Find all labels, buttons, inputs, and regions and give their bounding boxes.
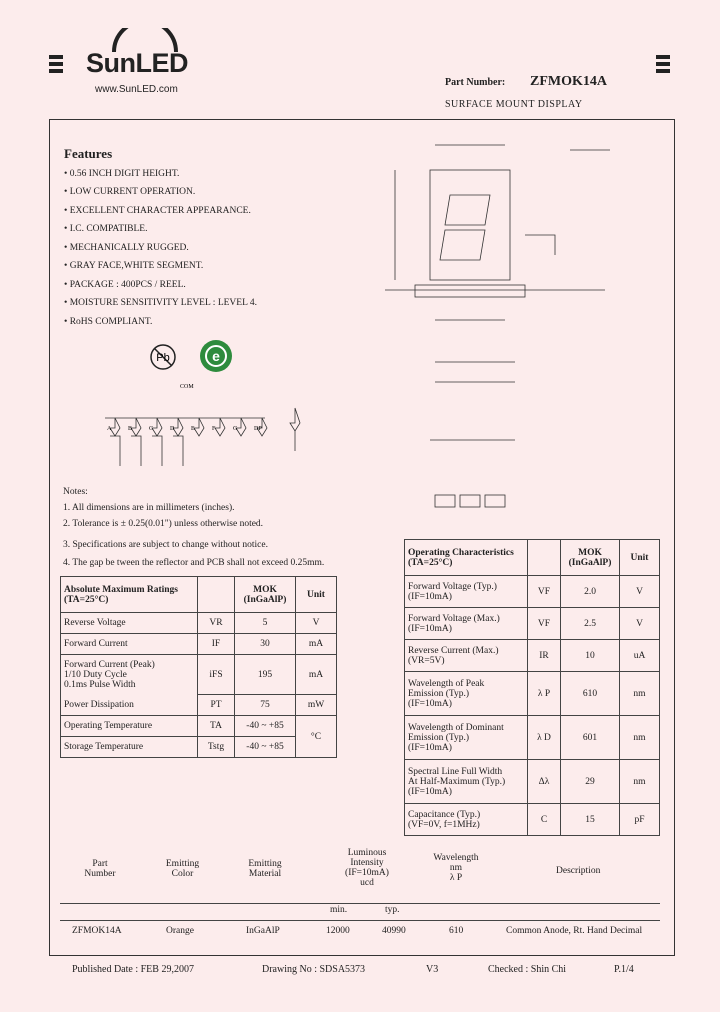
table-row: Wavelength of Dominant Emission (Typ.) (IF=10mA) λ D 601 nm: [405, 716, 660, 760]
svg-text:C: C: [149, 426, 154, 432]
corner-mark-left: [49, 55, 63, 76]
feature-item: • MOISTURE SENSITIVITY LEVEL : LEVEL 4.: [64, 298, 258, 308]
table-row: Reverse Voltage VR 5 V: [61, 613, 337, 634]
divider: [60, 903, 660, 904]
divider: [60, 920, 660, 921]
color-header: Emitting Color: [165, 859, 200, 879]
version: V3: [426, 964, 439, 975]
package-dimension-drawing: [375, 130, 655, 520]
rohs-icon: [198, 338, 234, 374]
published-date: Published Date : FEB 29,2007: [72, 964, 194, 975]
feature-item: • 0.56 INCH DIGIT HEIGHT.: [64, 169, 180, 179]
notes-title: Notes:: [63, 487, 88, 497]
feature-item: • LOW CURRENT OPERATION.: [64, 187, 196, 197]
part-header: Part Number: [84, 859, 116, 879]
typ-header: typ.: [385, 905, 400, 915]
svg-text:COM: COM: [180, 384, 194, 390]
feature-item: • MECHANICALLY RUGGED.: [64, 243, 189, 253]
part-row-color: Orange: [166, 926, 194, 936]
table-row: Storage Temperature Tstg -40 ~ +85: [61, 737, 337, 758]
svg-text:e: e: [212, 348, 220, 364]
table-row: Power Dissipation PT 75 mW: [61, 695, 337, 716]
page-number: P.1/4: [614, 964, 634, 975]
absolute-max-ratings-table: [60, 576, 337, 758]
product-type: SURFACE MOUNT DISPLAY: [445, 99, 583, 110]
part-row-wavelength: 610: [449, 926, 464, 936]
features-title: Features: [64, 146, 113, 161]
table-row: Capacitance (Typ.) (VF=0V, f=1MHz) C 15 pF: [405, 804, 660, 836]
svg-text:D: D: [170, 426, 175, 432]
note-item: 3. Specifications are subject to change without notice.: [63, 540, 268, 550]
part-row-typ: 40990: [382, 926, 406, 936]
svg-text:A: A: [107, 426, 112, 432]
table-row: Operating Temperature TA -40 ~ +85 °C: [61, 716, 337, 737]
part-row-material: InGaAlP: [246, 926, 280, 936]
part-number: ZFMOK14A: [530, 74, 607, 89]
operating-characteristics-table: [404, 539, 660, 836]
pb-free-icon: [148, 342, 178, 372]
part-row-description: Common Anode, Rt. Hand Decimal: [506, 926, 643, 936]
svg-text:DP: DP: [254, 426, 262, 432]
svg-text:G: G: [233, 426, 238, 432]
checked-by: Checked : Shin Chi: [488, 964, 567, 975]
feature-item: • GRAY FACE,WHITE SEGMENT.: [64, 261, 204, 271]
min-header: min.: [330, 905, 348, 915]
table-row: Forward Voltage (Typ.) (IF=10mA) VF 2.0 V: [405, 576, 660, 608]
corner-mark-right: [656, 55, 670, 76]
table-row: Wavelength of Peak Emission (Typ.) (IF=10mA) λ P 610 nm: [405, 672, 660, 716]
internal-circuit-diagram: [95, 378, 315, 478]
svg-text:F: F: [212, 426, 216, 432]
table-row: Reverse Current (Max.) (VR=5V) IR 10 uA: [405, 640, 660, 672]
table-row: Forward Current (Peak) 1/10 Duty Cycle 0.1ms Pulse Width iFS 195 mA: [61, 655, 337, 695]
company-logo: SunLED: [86, 48, 188, 78]
feature-item: • EXCELLENT CHARACTER APPEARANCE.: [64, 206, 251, 216]
table-row: Forward Voltage (Max.) (IF=10mA) VF 2.5 V: [405, 608, 660, 640]
description-header: Description: [556, 866, 601, 876]
note-item: 1. All dimensions are in millimeters (inches).: [63, 503, 235, 513]
feature-item: • PACKAGE : 400PCS / REEL.: [64, 280, 186, 290]
table-row: Forward Current IF 30 mA: [61, 634, 337, 655]
table-row: Spectral Line Full Width At Half-Maximum (Typ.) (IF=10mA) Δλ 29 nm: [405, 760, 660, 804]
table-header-row: Operating Characteristics (TA=25°C) MOK (InGaAlP) Unit: [405, 540, 660, 576]
drawing-number: Drawing No : SDSA5373: [262, 964, 366, 975]
feature-item: • RoHS COMPLIANT.: [64, 317, 153, 327]
part-row-min: 12000: [326, 926, 350, 936]
note-item: 2. Tolerance is ± 0.25(0.01") unless otherwise noted.: [63, 519, 264, 529]
table-header-row: Absolute Maximum Ratings (TA=25°C) MOK (InGaAlP) Unit: [61, 577, 337, 613]
part-row-number: ZFMOK14A: [72, 926, 122, 936]
note-item: 4. The gap be tween the reflector and PCB shall not exceed 0.25mm.: [63, 558, 325, 568]
svg-text:E: E: [191, 426, 195, 432]
svg-text:Pb: Pb: [156, 352, 170, 364]
feature-item: • I.C. COMPATIBLE.: [64, 224, 148, 234]
part-number-label: Part Number:: [445, 77, 506, 88]
material-header: Emitting Material: [248, 859, 282, 879]
wavelength-header: Wavelength nm λ P: [433, 853, 479, 883]
website: www.SunLED.com: [95, 84, 178, 95]
intensity-header: Luminous Intensity (IF=10mA) ucd: [345, 848, 389, 888]
svg-text:B: B: [128, 426, 133, 432]
